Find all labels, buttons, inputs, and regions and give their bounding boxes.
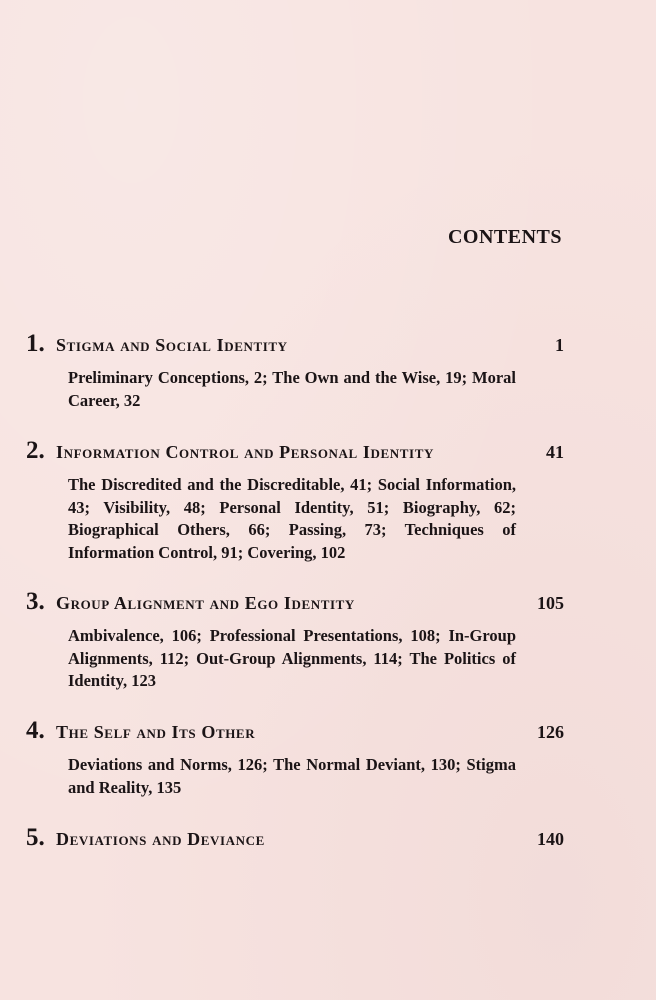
chapter-head bbox=[26, 824, 564, 852]
chapter-title: Information Control and Personal Identity bbox=[56, 442, 434, 462]
chapter-page-number: 140 bbox=[537, 829, 564, 849]
chapter-sections: The Discredited and the Discreditable, 41; Social Information, 43; Visibility, 48; Personal Identity, 51; Biography, 62; Biographical Others, 66; Passing, 73; Techniques of Information Control, 91; Covering, 102 bbox=[68, 475, 516, 562]
chapter-number: 3. bbox=[26, 588, 45, 615]
chapter-head bbox=[26, 330, 564, 358]
chapter-entry-1 bbox=[26, 330, 564, 412]
chapter-head bbox=[26, 717, 564, 745]
chapter-number: 5. bbox=[26, 824, 45, 851]
contents-heading: CONTENTS bbox=[447, 226, 562, 248]
chapter-title: Deviations and Deviance bbox=[56, 829, 265, 849]
chapter-title: Stigma and Social Identity bbox=[56, 335, 288, 355]
chapter-page-number: 105 bbox=[537, 593, 564, 613]
chapter-head bbox=[26, 588, 564, 616]
chapter-head-left bbox=[26, 717, 255, 745]
chapter-number: 2. bbox=[26, 437, 45, 464]
chapter-head-left bbox=[26, 824, 265, 852]
chapter-head-left bbox=[26, 330, 288, 358]
chapter-sections: Ambivalence, 106; Professional Presentations, 108; In-Group Alignments, 112; Out-Group Alignments, 114; The Politics of Identity, 123 bbox=[68, 626, 516, 690]
chapter-sections: Deviations and Norms, 126; The Normal Deviant, 130; Stigma and Reality, 135 bbox=[68, 755, 516, 797]
chapter-page-number: 1 bbox=[555, 335, 564, 355]
chapter-entry-5 bbox=[26, 824, 564, 852]
chapter-head-left bbox=[26, 437, 434, 465]
chapter-number: 1. bbox=[26, 330, 45, 357]
chapter-sections: Preliminary Conceptions, 2; The Own and the Wise, 19; Moral Career, 32 bbox=[68, 368, 516, 410]
chapter-title: The Self and Its Other bbox=[56, 722, 256, 742]
chapter-entry-3 bbox=[26, 588, 564, 693]
chapter-entry-4 bbox=[26, 717, 564, 799]
chapter-entry-2 bbox=[26, 437, 564, 564]
chapter-title: Group Alignment and Ego Identity bbox=[56, 593, 355, 613]
chapter-page-number: 126 bbox=[537, 722, 564, 742]
chapter-head-left bbox=[26, 588, 355, 616]
chapter-page-number: 41 bbox=[546, 442, 564, 462]
chapter-head bbox=[26, 437, 564, 465]
chapter-number: 4. bbox=[26, 717, 45, 744]
